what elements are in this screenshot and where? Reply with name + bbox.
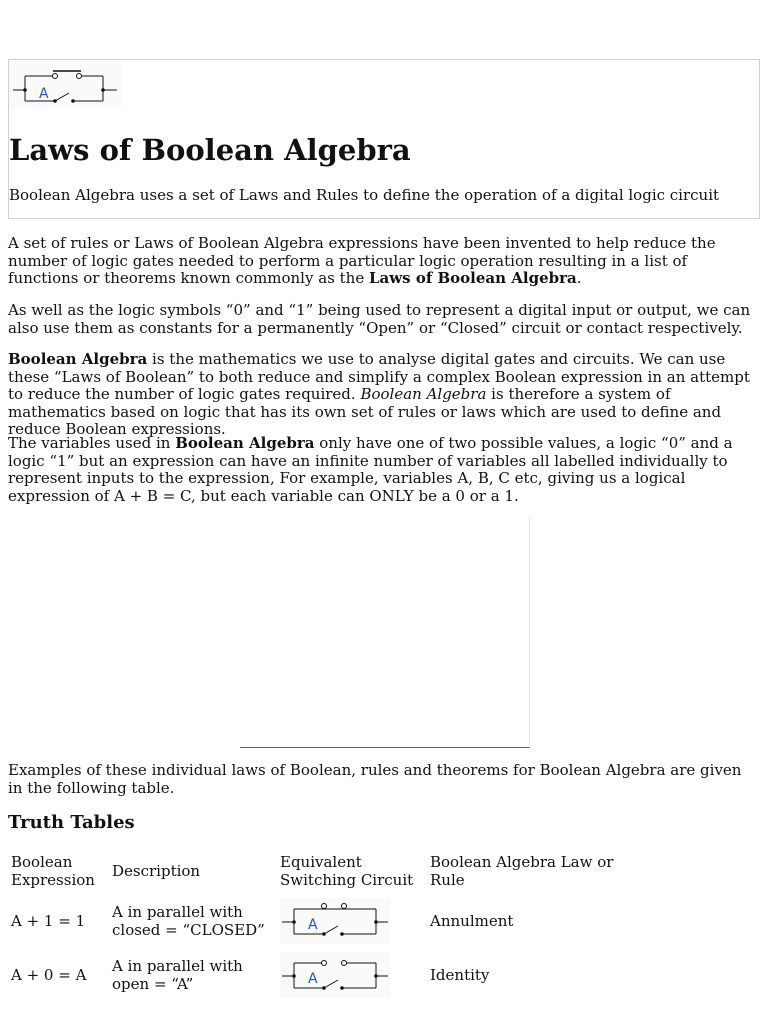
description-cell: A in parallel with open = “A” [112, 957, 243, 993]
column-header: Description [112, 862, 201, 880]
column-header: Boolean Algebra Law or Rule [430, 853, 614, 889]
switching-circuit-logo [9, 61, 121, 109]
parallel-switch-icon [9, 61, 121, 109]
parallel-open-switch-icon [280, 952, 390, 998]
circuit-cell [277, 948, 427, 1002]
table-row [8, 894, 633, 948]
circuit-cell [277, 894, 427, 948]
boolean-math-paragraph [8, 351, 760, 439]
paragraph-text: is therefore a system of mathematics based on logic that has its own set of rules or laws which are used to define and reduce Boolean expressions. [8, 385, 722, 438]
intro-period: . [576, 269, 582, 287]
examples-paragraph: Examples of these individual laws of Boolean, rules and theorems for Boolean Algebra are given in the following table. [8, 761, 742, 797]
expression-cell: A + 1 = 1 [11, 912, 86, 930]
intro-paragraph [8, 235, 760, 288]
section-heading: Truth Tables [8, 812, 135, 833]
boolean-laws-table [8, 848, 633, 1002]
circuit-letter: A [308, 917, 318, 933]
paragraph-text: The variables used in [8, 434, 176, 452]
column-header: Boolean Expression [11, 853, 95, 889]
page-subtitle: Boolean Algebra uses a set of Laws and Rules to define the operation of a digital logic circuit [9, 186, 720, 204]
parallel-closed-switch-icon [280, 898, 390, 944]
law-cell: Annulment [430, 912, 514, 930]
law-cell: Identity [430, 966, 490, 984]
column-header: Equivalent Switching Circuit [280, 853, 414, 889]
article-header [8, 59, 760, 219]
bold-term: Boolean Algebra [8, 350, 148, 368]
logo-letter: A [39, 86, 49, 102]
paragraph-text: only have one of two possible values, a logic “0” and a logic “1” but an expression can have an infinite number of variables all labelled individually to represent inputs to the expression, For example, variables A, B, C etc, giving us a logical expression of A + B = C, but each variable can ONLY be a 0 or a 1. [8, 434, 733, 505]
bold-term: Boolean Algebra [175, 434, 315, 452]
advertisement-placeholder [240, 518, 530, 748]
table-row [8, 948, 633, 1002]
intro-text: A set of rules or Laws of Boolean Algebra expressions have been invented to help reduce the number of logic gates needed to perform a particular logic operation resulting in a list of functions or theorems known commonly as the [8, 234, 716, 287]
page-title: Laws of Boolean Algebra [9, 133, 411, 167]
expression-cell: A + 0 = A [11, 966, 87, 984]
italic-term: Boolean Algebra [360, 385, 487, 403]
paragraph-text: is the mathematics we use to analyse digital gates and circuits. We can use these “Laws of Boolean” to both reduce and simplify a complex Boolean expression in an attempt to reduce the number of logic gates required. [8, 350, 750, 403]
variables-paragraph [8, 435, 760, 505]
constants-paragraph: As well as the logic symbols “0” and “1” being used to represent a digital input or output, we can also use them as constants for a permanently “Open” or “Closed” circuit or contact respectively. [8, 301, 751, 337]
circuit-letter: A [308, 971, 318, 987]
intro-bold-term: Laws of Boolean Algebra [368, 269, 577, 287]
description-cell: A in parallel with closed = “CLOSED” [112, 903, 265, 939]
table-header-row [8, 848, 633, 894]
